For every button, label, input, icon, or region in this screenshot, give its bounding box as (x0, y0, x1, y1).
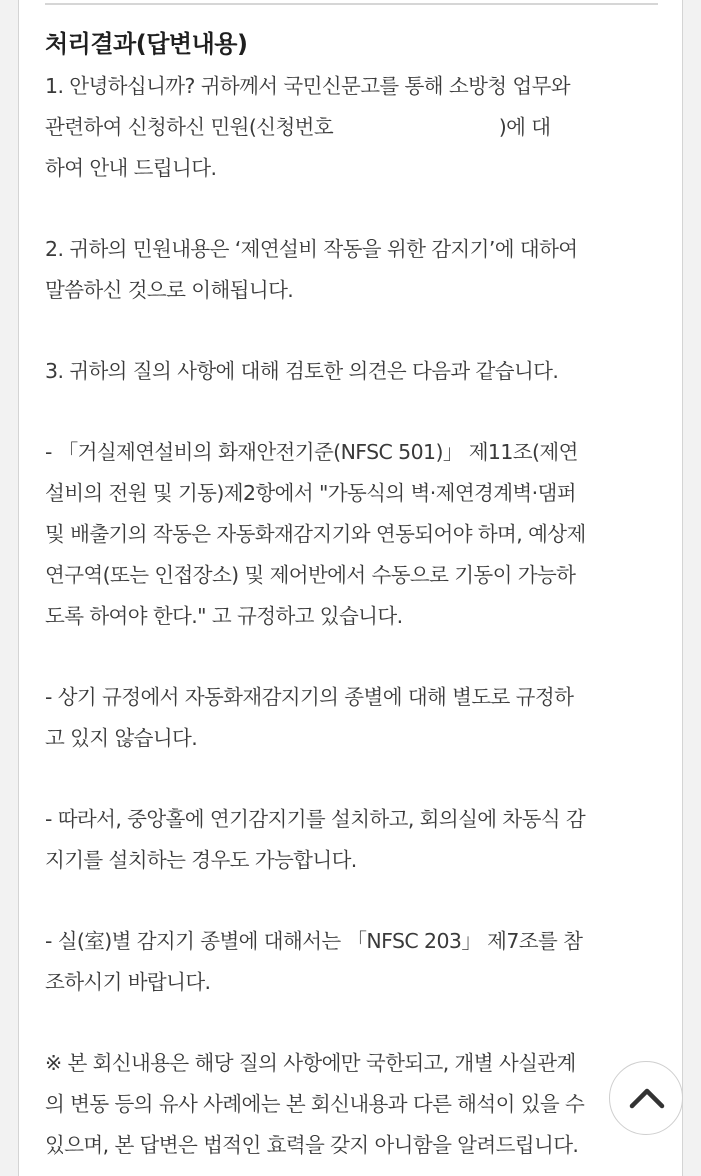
text-line: - 상기 규정에서 자동화재감지기의 종별에 대해 별도로 규정하 (45, 685, 574, 709)
paragraph-intro (45, 351, 655, 392)
text-line: 고 있지 않습니다. (45, 726, 198, 750)
text-line: 3. 귀하의 질의 사항에 대해 검토한 의견은 다음과 같습니다. (45, 359, 559, 383)
text-line: - 「거실제연설비의 화재안전기준(NFSC 501)」 제11조(제연 (45, 440, 578, 464)
text-line: 말씀하신 것으로 이해됩니다. (45, 278, 294, 302)
section-title: 처리결과(답변내용) (45, 30, 248, 58)
paragraph-summary (45, 229, 655, 311)
paragraph-detector-type (45, 677, 655, 759)
text-line: 조하시기 바랍니다. (45, 970, 211, 994)
text-line: - 따라서, 중앙홀에 연기감지기를 설치하고, 회의실에 차동식 감 (45, 807, 586, 831)
text-line: 및 배출기의 작동은 자동화재감지기와 연동되어야 하며, 예상제 (45, 522, 586, 546)
text-line: ※ 본 회신내용은 해당 질의 사항에만 국한되고, 개별 사실관계 (45, 1051, 576, 1075)
text-line: - 실(室)별 감지기 종별에 대해서는 「NFSC 203」 제7조를 참 (45, 929, 583, 953)
scroll-to-top-button[interactable] (609, 1061, 683, 1135)
text-line: 의 변동 등의 유사 사례에는 본 회신내용과 다른 해석이 있을 수 (45, 1092, 585, 1116)
answer-content (45, 66, 655, 1176)
text-line: 있으며, 본 답변은 법적인 효력을 갖지 아니함을 알려드립니다. (45, 1133, 579, 1157)
answer-card (18, 0, 683, 1176)
text-line: 하여 안내 드립니다. (45, 156, 217, 180)
paragraph-greeting (45, 66, 655, 189)
paragraph-conclusion (45, 799, 655, 881)
paragraph-regulation (45, 432, 655, 637)
top-divider (45, 3, 658, 5)
text-line: 연구역(또는 인접장소) 및 제어반에서 수동으로 기동이 가능하 (45, 563, 576, 587)
text-line: 1. 안녕하십니까? 귀하께서 국민신문고를 통해 소방청 업무와 (45, 74, 571, 98)
text-line: 도록 하여야 한다." 고 규정하고 있습니다. (45, 604, 403, 628)
text-line: 관련하여 신청하신 민원(신청번호 )에 대 (45, 115, 551, 139)
text-line: 설비의 전원 및 기동)제2항에서 "가동식의 벽·제연경계벽·댐퍼 (45, 481, 576, 505)
chevron-up-icon (628, 1082, 666, 1112)
paragraph-disclaimer (45, 1043, 655, 1166)
paragraph-reference (45, 921, 655, 1003)
text-line: 지기를 설치하는 경우도 가능합니다. (45, 848, 357, 872)
text-line: 2. 귀하의 민원내용은 ‘제연설비 작동을 위한 감지기’에 대하여 (45, 237, 578, 261)
